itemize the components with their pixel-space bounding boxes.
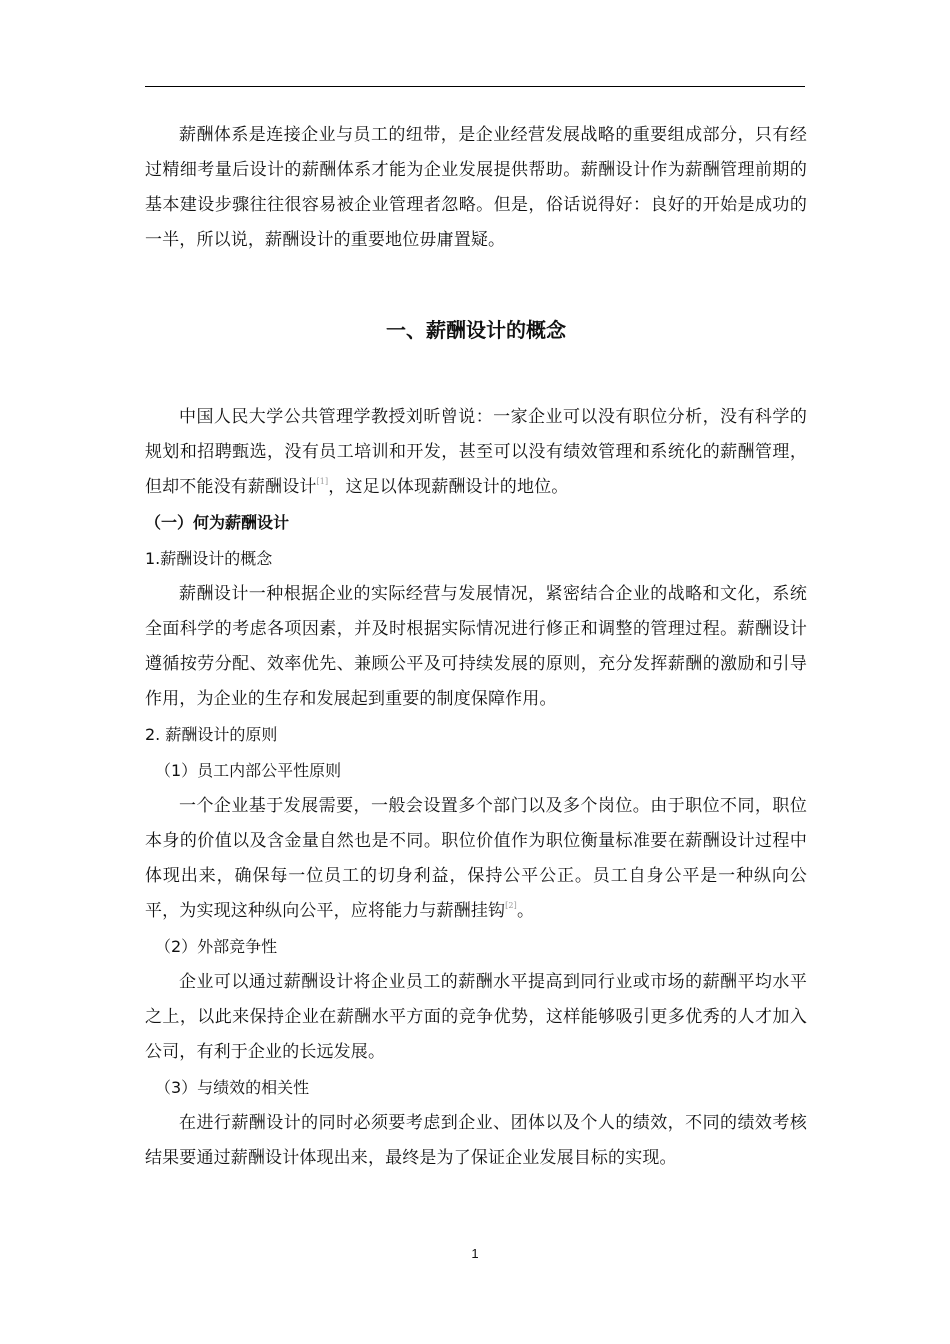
paragraph-text: 中国人民大学公共管理学教授刘昕曾说：一家企业可以没有职位分析，没有科学的规划和招聘甄选，没有员工培训和开发，甚至可以没有绩效管理和系统化的薪酬管理，但却不能没有薪酬设计 — [145, 407, 807, 497]
principle-heading-fairness: （1）员工内部公平性原则 — [155, 761, 342, 780]
performance-paragraph: 在进行薪酬设计的同时必须要考虑到企业、团体以及个人的绩效，不同的绩效考核结果要通过薪酬设计体现出来，最终是为了保证企业发展目标的实现。 — [145, 1113, 807, 1168]
concept-paragraph: 薪酬设计一种根据企业的实际经营与发展情况，紧密结合企业的战略和文化，系统全面科学的考虑各项因素，并及时根据实际情况进行修正和调整的管理过程。薪酬设计遵循按劳分配、效率优先、兼顾公平及可持续发展的原则，充分发挥薪酬的激励和引导作用，为企业的生存和发展起到重要的制度保障作用。 — [145, 584, 807, 709]
header-rule — [145, 86, 805, 87]
principle-heading-competitiveness: （2）外部竞争性 — [155, 937, 278, 956]
paragraph-text: ，这足以体现薪酬设计的地位。 — [328, 477, 569, 497]
citation-ref-1[interactable]: [1] — [316, 477, 329, 486]
item-heading-concept: 1.薪酬设计的概念 — [145, 549, 273, 568]
principle-heading-performance: （3）与绩效的相关性 — [155, 1078, 310, 1097]
item-heading-principles: 2. 薪酬设计的原则 — [145, 725, 278, 744]
subsection-heading: （一）何为薪酬设计 — [145, 513, 290, 532]
paragraph-text: 一个企业基于发展需要，一般会设置多个部门以及多个岗位。由于职位不同，职位本身的价值以及含金量自然也是不同。职位价值作为职位衡量标准要在薪酬设计过程中体现出来，确保每一位员工的切身利益，保持公平公正。员工自身公平是一种纵向公平，为实现这种纵向公平，应将能力与薪酬挂钩 — [145, 796, 807, 921]
citation-ref-2[interactable]: [2] — [505, 901, 517, 910]
page-content — [145, 118, 807, 1176]
spacer — [145, 258, 807, 310]
spacer — [145, 350, 807, 400]
section-intro-paragraph — [145, 400, 807, 505]
page-number: 1 — [471, 1246, 479, 1261]
intro-paragraph: 薪酬体系是连接企业与员工的纽带，是企业经营发展战略的重要组成部分，只有经过精细考量后设计的薪酬体系才能为企业发展提供帮助。薪酬设计作为薪酬管理前期的基本建设步骤往往很容易被企业管理者忽略。但是，俗话说得好：良好的开始是成功的一半，所以说，薪酬设计的重要地位毋庸置疑。 — [145, 125, 807, 250]
paragraph-text: 。 — [516, 901, 535, 921]
fairness-paragraph — [145, 789, 807, 929]
competitiveness-paragraph: 企业可以通过薪酬设计将企业员工的薪酬水平提高到同行业或市场的薪酬平均水平之上，以此来保持企业在薪酬水平方面的竞争优势，这样能够吸引更多优秀的人才加入公司，有利于企业的长远发展。 — [145, 972, 807, 1062]
section-title: 一、薪酬设计的概念 — [386, 318, 566, 342]
